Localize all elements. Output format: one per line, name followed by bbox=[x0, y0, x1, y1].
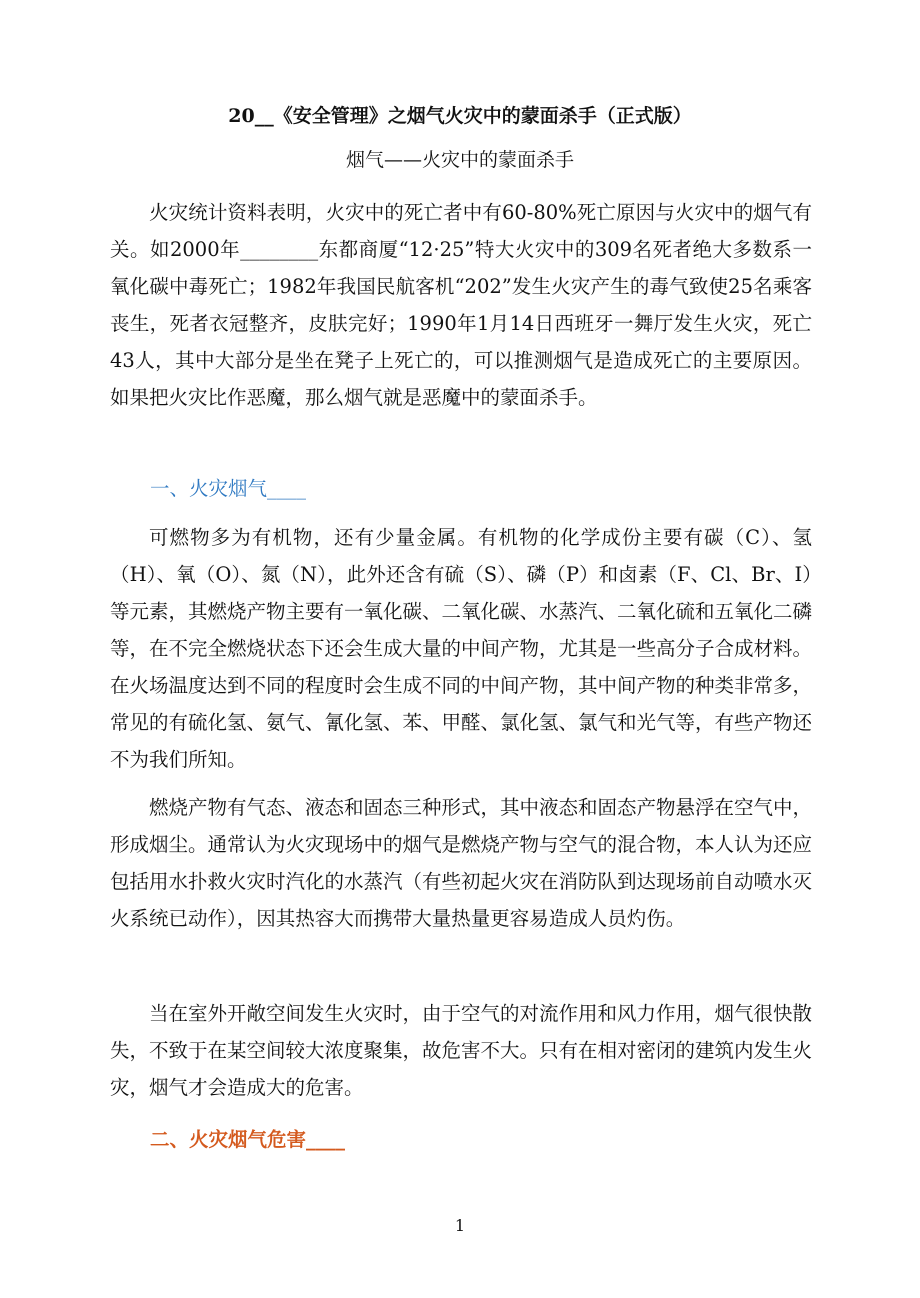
section-heading-smoke: 一、火灾烟气____ bbox=[150, 477, 307, 500]
paragraph-open-space: 当在室外开敞空间发生火灾时，由于空气的对流作用和风力作用，烟气很快散失，不致于在某空间较大浓度聚集，故危害不大。只有在相对密闭的建筑内发生火灾，烟气才会造成大的危害。 bbox=[110, 1002, 813, 1099]
paragraph-combustion-products: 可燃物多为有机物，还有少量金属。有机物的化学成份主要有碳（C）、氢（H）、氧（O）、氮（N），此外还含有硫（S）、磷（P）和卤素（F、Cl、Br、I）等元素，其燃烧产物主要有一氧化碳、二氧化碳、水蒸汽、二氧化硫和五氧化二磷等，在不完全燃烧状态下还会生成大量的中间产物，尤其是一些高分子合成材料。在火场温度达到不同的程度时会生成不同的中间产物，其中间产物的种类非常多，常见的有硫化氢、氨气、氰化氢、苯、甲醛、氯化氢、氯气和光气等，有些产物还不为我们所知。 bbox=[110, 526, 813, 771]
document-subtitle: 烟气——火灾中的蒙面杀手 bbox=[345, 149, 574, 171]
section-heading-hazards: 二、火灾烟气危害____ bbox=[150, 1128, 346, 1151]
document-title: 20__《安全管理》之烟气火灾中的蒙面杀手（正式版） bbox=[228, 105, 692, 127]
paragraph-product-forms: 燃烧产物有气态、液态和固态三种形式，其中液态和固态产物悬浮在空气中，形成烟尘。通常认为火灾现场中的烟气是燃烧产物与空气的混合物，本人认为还应包括用水扑救火灾时汽化的水蒸汽（有些初起火灾在消防队到达现场前自动喷水灭火系统已动作），因其热容大而携带大量热量更容易造成人员灼伤。 bbox=[110, 796, 813, 930]
page-number: 1 bbox=[454, 1216, 466, 1235]
paragraph-intro: 火灾统计资料表明，火灾中的死亡者中有60-80%死亡原因与火灾中的烟气有关。如2000年________东都商厦“12·25”特大火灾中的309名死者绝大多数系一氧化碳中毒死亡；1982年我国民航客机“202”发生火灾产生的毒气致使25名乘客丧生，死者衣冠整齐，皮肤完好；1990年1月14日西班牙一舞厅发生火灾，死亡43人，其中大部分是坐在凳子上死亡的，可以推测烟气是造成死亡的主要原因。如果把火灾比作恶魔，那么烟气就是恶魔中的蒙面杀手。 bbox=[110, 201, 812, 409]
